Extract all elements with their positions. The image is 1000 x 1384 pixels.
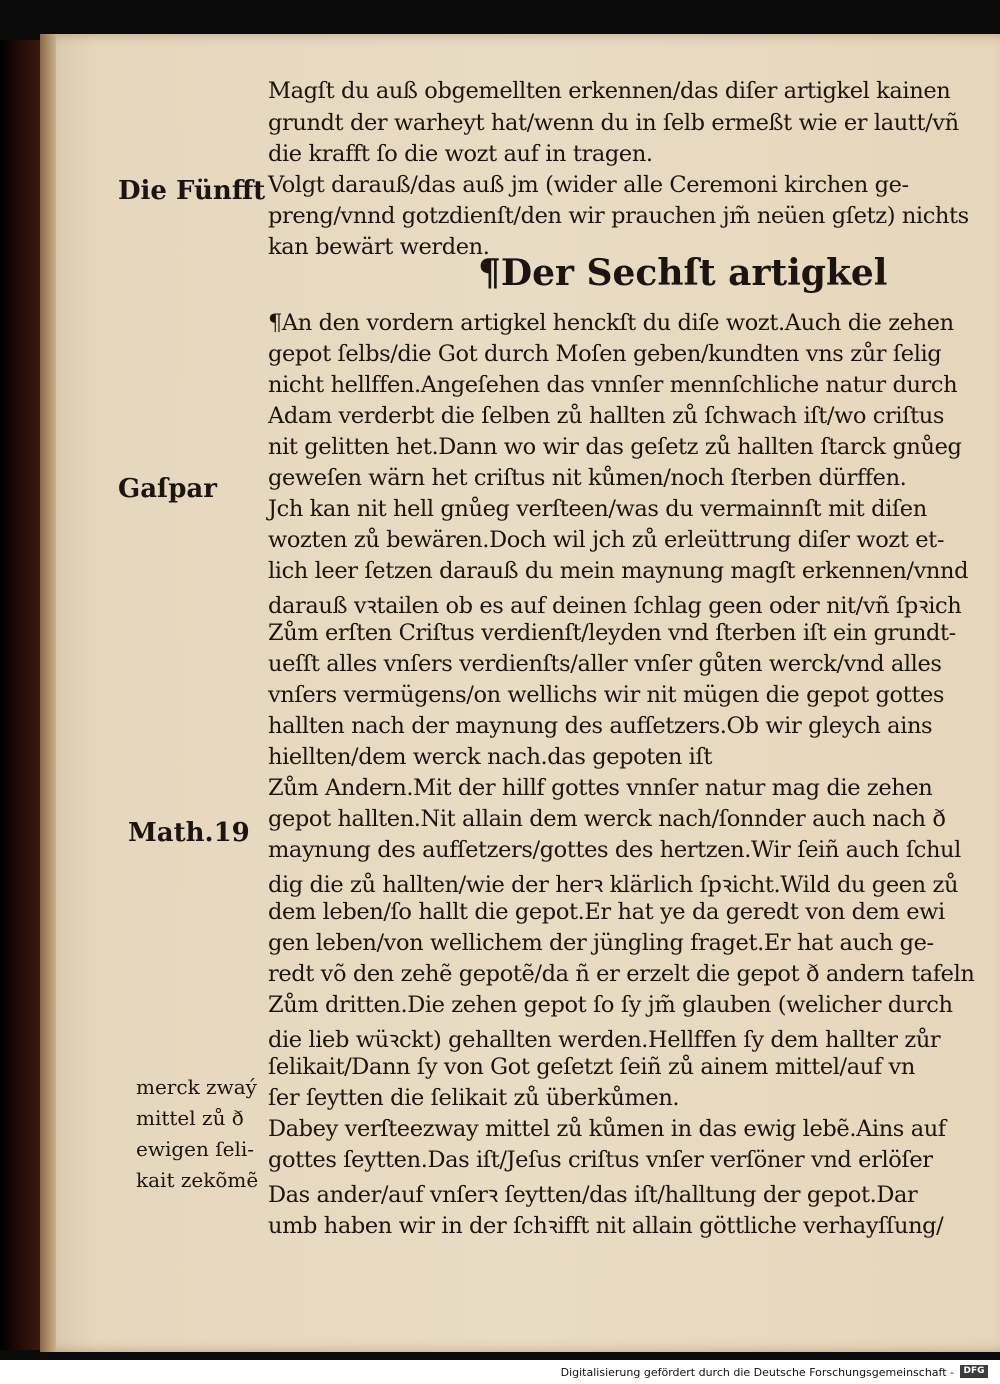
section-heading: ¶Der Sechſt artigkel [478,252,888,294]
text-line: die lieb wüꝛckt) gehallten werden.Hellffen ſy dem hallter zůr [268,1027,941,1053]
text-line: vnſers vermügens/on wellichs wir nit mügen die gepot gottes [268,682,945,708]
text-line: ueſſt alles vnſers verdienſts/aller vnſer gůten werck/vnd alles [268,651,942,677]
text-line: Magſt du auß obgemellten erkennen/das diſer artigkel kainen [268,78,951,104]
text-line: ſelikait/Dann ſy von Got geſetzt ſeiñ zů ainem mittel/auf vn [268,1054,915,1080]
footer-bar [0,1360,1000,1384]
text-line: Adam verderbt die ſelben zů hallten zů ſchwach iſt/wo criſtus [268,403,944,429]
page-gutter [40,34,56,1352]
text-line: redt võ den zehẽ gepotẽ/da ñ er erzelt die gepot ð andern tafeln [268,961,975,987]
text-line: ¶An den vordern artigkel henckſt du diſe wozt.Auch die zehen [268,310,954,336]
text-line: maynung des aufſetzers/gottes des hertzen.Wir ſeiñ auch ſchul [268,837,961,863]
text-line: ſer ſeytten die ſelikait zů überkůmen. [268,1085,680,1111]
text-line: hallten nach der maynung des aufſetzers.Ob wir gleych ains [268,713,933,739]
text-line: lich leer ſetzen darauß du mein maynung magſt erkennen/vnnd [268,558,969,584]
text-line: Jch kan nit hell gnůeg verſteen/was du vermainnſt mit diſen [268,496,927,522]
text-line: grundt der warheyt hat/wenn du in ſelb ermeßt wie er lautt/vñ [268,110,959,136]
text-line: preng/vnnd gotzdienſt/den wir prauchen jm̃ neüen gſetz) nichts [268,203,969,229]
text-line: gottes ſeytten.Das iſt/Jeſus criſtus vnſer verſöner vnd erlöſer [268,1147,933,1173]
text-line: Dabey verſteezway mittel zů kůmen in das ewig lebẽ.Ains auf [268,1116,946,1142]
text-line: nicht hellffen.Angeſehen das vnnſer mennſchliche natur durch [268,372,958,398]
book-edge [0,40,40,1350]
text-line: hiellten/dem werck nach.das gepoten iſt [268,744,713,770]
margin-note-line: kait zekõmẽ [136,1168,259,1192]
dfg-logo: DFG [960,1365,988,1378]
margin-note-line: mittel zů ð [136,1106,244,1130]
text-line: geweſen wärn het criſtus nit kůmen/noch ſterben dürffen. [268,465,907,491]
text-line: nit gelitten het.Dann wo wir das geſetz zů hallten ſtarck gnůeg [268,434,962,460]
text-line: gen leben/von wellichem der jüngling fraget.Er hat auch ge- [268,930,934,956]
text-line: darauß vꝛtailen ob es auf deinen ſchlag geen oder nit/vñ ſpꝛich [268,593,962,619]
text-line: die krafft ſo die wozt auf in tragen. [268,141,653,167]
text-line: gepot ſelbs/die Got durch Moſen geben/kundten vns zůr ſelig [268,341,942,367]
text-line: dem leben/ſo hallt die gepot.Er hat ye da geredt von dem ewi [268,899,945,925]
text-line: kan bewärt werden. [268,234,490,260]
margin-note-line: ewigen ſeli- [136,1137,255,1161]
footer-credit: Digitalisierung gefördert durch die Deutsche Forschungsgemeinschaft - [560,1366,954,1379]
text-line: umb haben wir in der ſchꝛifft nit allain göttliche verhayſſung/ [268,1213,944,1239]
text-line: gepot hallten.Nit allain dem werck nach/ſonnder auch nach ð [268,806,946,832]
margin-note: Die Fünfft [118,176,266,206]
text-line: wozten zů bewären.Doch wil jch zů erleüttrung diſer wozt et- [268,527,945,553]
text-line: Das ander/auf vnſerꝛ ſeytten/das iſt/halltung der gepot.Dar [268,1182,918,1208]
text-line: dig die zů hallten/wie der herꝛ klärlich ſpꝛicht.Wild du geen zů [268,872,959,898]
text-line: Zům Andern.Mit der hillf gottes vnnſer natur mag die zehen [268,775,933,801]
text-line: Zům erſten Criſtus verdienſt/leyden vnd ſterben iſt ein grundt- [268,620,956,646]
margin-note-line: merck zwaý [136,1075,257,1099]
text-line: Volgt darauß/das auß jm (wider alle Ceremoni kirchen ge- [268,172,909,198]
margin-note: Math.19 [128,818,250,848]
margin-note: Gaſpar [118,474,217,504]
text-line: Zům dritten.Die zehen gepot ſo ſy jm̃ glauben (welicher durch [268,992,953,1018]
